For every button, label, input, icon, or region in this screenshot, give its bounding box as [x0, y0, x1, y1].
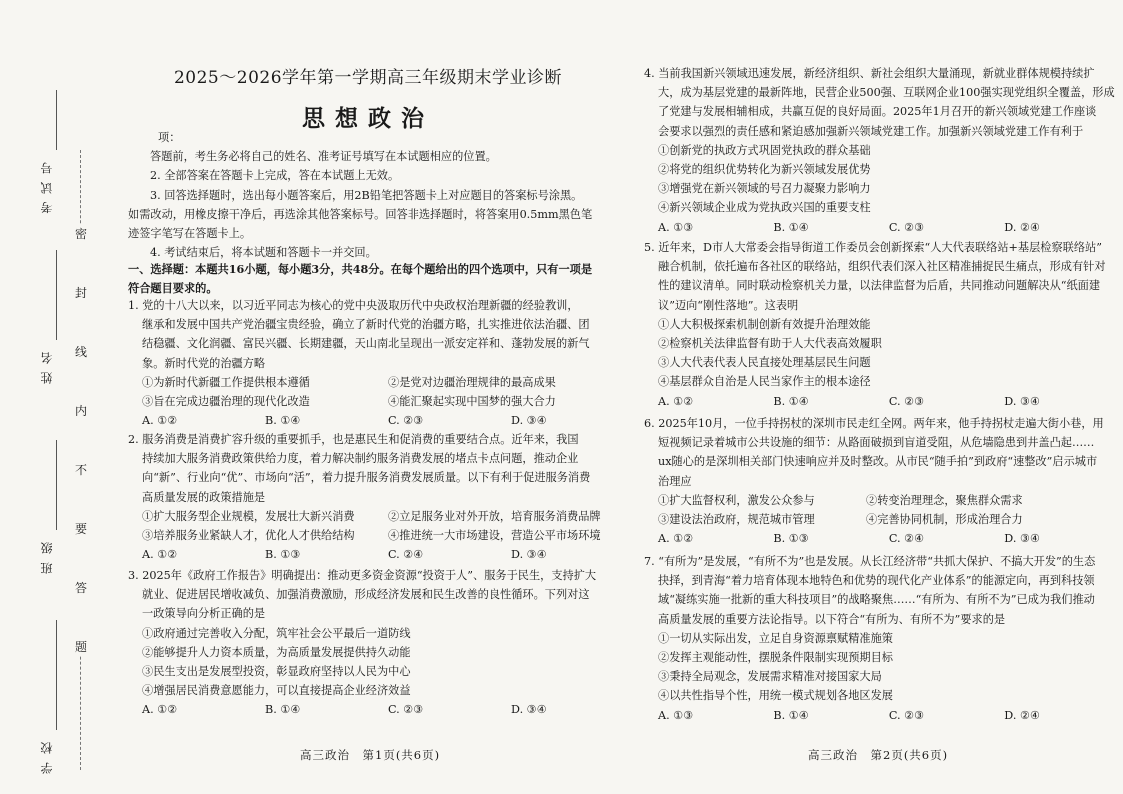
question-stem: 治理应	[658, 474, 692, 488]
choice-item: ①扩大监督权利，激发公众参与	[658, 493, 815, 507]
option-d[interactable]: D. ③④	[1004, 394, 1041, 408]
choice-item: ③秉持全局观念，发展需求精准对接国家大局	[658, 670, 882, 684]
choice-item: ②立足服务业对外开放，培育服务消费品牌	[388, 509, 601, 523]
choice-item: ④能汇聚起实现中国梦的强大合力	[388, 395, 556, 409]
option-c[interactable]: C. ②③	[888, 394, 925, 408]
option-d[interactable]: D. ②④	[1004, 220, 1041, 234]
answer-options	[644, 392, 1040, 411]
question-5	[644, 238, 1106, 411]
choice-item: ④新兴领域企业成为党执政兴国的重要支柱	[658, 201, 871, 215]
question-stem: 就业、促进居民增收减负、加强消费激励，形成经济发展和民生改善的良性循环。下列对这	[142, 588, 590, 602]
page-footer-right: 高三政治 第2页(共6页)	[808, 748, 949, 762]
answer-options	[128, 411, 608, 430]
note-line: 如需改动，用橡皮擦干净后，再选涂其他答案标号。回答非选择题时，将答案用0.5mm黑色笔	[128, 207, 593, 221]
choice-item: ①创新党的执政方式巩固党执政的群众基础	[658, 143, 871, 157]
question-stem: 向“新”、行业向“优”、市场向“活”，着力提升服务消费发展质量。以下有利于促进服务消费	[142, 471, 591, 485]
choice-item: ④完善协同机制，形成治理合力	[866, 513, 1023, 527]
school-label: 学 校	[40, 740, 54, 774]
option-a[interactable]: A. ①③	[658, 220, 694, 234]
school-line	[56, 620, 57, 730]
choice-row	[128, 392, 608, 411]
option-a[interactable]: A. ①②	[142, 703, 178, 717]
question-stem: 4. 当前我国新兴领域迅速发展，新经济组织、新社会组织大量涌现，新就业群体规模持续扩	[644, 67, 1095, 80]
option-b[interactable]: B. ①③	[773, 532, 809, 546]
choice-item: ④以共性指导个性，用统一模式规划各地区发展	[658, 689, 893, 703]
answer-options	[128, 545, 608, 564]
question-stem: 高质量发展的政策措施是	[142, 490, 266, 504]
choice-item: ④基层群众自治是人民当家作主的根本途径	[658, 375, 871, 389]
page-footer-left: 高三政治 第1页(共6页)	[300, 748, 441, 762]
seal-char: 密	[74, 227, 87, 241]
option-c[interactable]: C. ②④	[388, 548, 424, 562]
question-stem: 一政策导向分析正确的是	[142, 607, 266, 621]
exam-number-line	[56, 90, 57, 150]
option-a[interactable]: A. ①③	[658, 708, 694, 722]
option-d[interactable]: D. ③④	[511, 414, 547, 428]
choice-row	[644, 491, 1040, 510]
option-a[interactable]: A. ①②	[658, 394, 694, 408]
option-d[interactable]: D. ③④	[1004, 532, 1041, 546]
choice-row	[128, 526, 608, 545]
choice-item: ③人大代表代表人民直接处理基层民生问题	[658, 356, 871, 370]
choice-item: ②将党的组织优势转化为新兴领域发展优势	[658, 163, 871, 177]
choice-item: ①扩大服务型企业规模，发展壮大新兴消费	[142, 509, 355, 523]
question-stem: 短视频记录着城市公共设施的细节：从路面破损到盲道受阻，从危墙隐患到井盖凸起……	[658, 436, 1095, 450]
question-7	[644, 552, 1096, 725]
choice-item: ②检察机关法律监督有助于人大代表高效履职	[658, 337, 882, 351]
choice-item: ③建设法治政府，规范城市管理	[658, 513, 815, 527]
question-stem: 1. 党的十八大以来，以习近平同志为核心的党中央汲取历代中央政权治理新疆的经验教训，	[128, 299, 579, 312]
question-3	[128, 566, 608, 720]
option-c[interactable]: C. ②③	[888, 220, 925, 234]
choice-item: ②能够提升人力资本质量，为高质量发展提供持久动能	[142, 645, 411, 659]
choice-item: ③增强党在新兴领域的号召力凝聚力影响力	[658, 182, 871, 196]
choice-item: ②转变治理理念，聚焦群众需求	[866, 493, 1023, 507]
section-heading	[128, 260, 608, 298]
class-label: 班 级	[40, 540, 54, 574]
answer-options	[644, 218, 1040, 237]
choice-item: ③旨在完成边疆治理的现代化改造	[142, 395, 310, 409]
option-c[interactable]: C. ②③	[888, 708, 925, 722]
option-d[interactable]: D. ②④	[1004, 708, 1041, 722]
choice-item: ③民生支出是发展型投资，彰显政府坚持以人民为中心	[142, 665, 411, 679]
name-label: 姓 名	[40, 350, 54, 384]
answer-options	[644, 706, 1040, 725]
option-b[interactable]: B. ①④	[265, 414, 301, 428]
option-c[interactable]: C. ②③	[388, 414, 424, 428]
answer-options	[644, 529, 1040, 548]
question-stem: 2. 服务消费是消费扩容升级的重要抓手，也是惠民生和促消费的重要结合点。近年来，我国	[128, 433, 579, 446]
seal-char: 不	[74, 463, 87, 477]
choice-row	[128, 373, 608, 392]
choice-row	[644, 510, 1040, 529]
option-b[interactable]: B. ①④	[773, 708, 809, 722]
exam-title: 2025～2026学年第一学期高三年级期末学业诊断	[173, 68, 563, 88]
subject-title: 思想政治	[302, 106, 434, 132]
question-stem: 结稳疆、文化润疆、富民兴疆、长期建疆，天山南北呈现出一派安定祥和、蓬勃发展的新气	[142, 337, 590, 351]
option-c[interactable]: C. ②③	[388, 703, 424, 717]
question-stem: 大，成为基层党建的最新阵地，民营企业500强、互联网企业100强实现党组织全覆盖，形成	[658, 86, 1115, 100]
option-a[interactable]: A. ①②	[658, 532, 694, 546]
question-stem: 了党建与发展相辅相成，共赢互促的良好局面。2025年1月召开的新兴领域党建工作座谈	[658, 105, 1097, 119]
choice-item: ①为新时代新疆工作提供根本遵循	[142, 375, 310, 389]
question-stem: ux随心的是深圳相关部门快速响应并及时整改。从市民“随手拍”到政府“速整改”启示城市	[658, 455, 1098, 469]
seal-char: 线	[74, 345, 87, 359]
exam-number-label: 考 试 号	[40, 160, 54, 214]
question-stem: 继承和发展中国共产党治疆宝贵经验，确立了新时代党的治疆方略，扎实推进依法治疆、团	[142, 318, 590, 332]
option-c[interactable]: C. ②④	[888, 532, 925, 546]
choice-item: ④推进统一大市场建设，营造公平市场环境	[388, 529, 601, 543]
question-stem: 6. 2025年10月，一位手持拐杖的深圳市民走红全网。两年来，他手持拐杖走遍大街小巷，用	[644, 417, 1104, 430]
seal-warning	[74, 225, 88, 655]
note-line: 迹签字笔写在答题卡上。	[128, 227, 252, 241]
question-stem: 高质量发展的重要方法论指导。以下符合“有所为、有所不为”要求的是	[658, 612, 1006, 626]
question-1	[128, 296, 608, 430]
option-d[interactable]: D. ③④	[511, 548, 547, 562]
option-b[interactable]: B. ①③	[265, 548, 301, 562]
seal-char: 内	[74, 404, 87, 418]
choice-item: ①政府通过完善收入分配，筑牢社会公平最后一道防线	[142, 626, 411, 640]
choice-item: ④增强居民消费意愿能力，可以直接提高企业经济效益	[142, 684, 411, 698]
option-d[interactable]: D. ③④	[511, 703, 547, 717]
note-line: 答题前，考生务必将自己的姓名、准考证号填写在本试题相应的位置。	[150, 150, 497, 164]
option-b[interactable]: B. ①④	[773, 394, 809, 408]
question-stem: 象。新时代党的治疆方略	[142, 356, 266, 370]
question-4	[644, 64, 1115, 237]
question-stem: 会要求以强烈的责任感和紧迫感加强新兴领域党建工作。加强新兴领域党建工作有利于	[658, 124, 1084, 138]
choice-row	[128, 507, 608, 526]
question-stem: 7. “有所为”是发展，“有所不为”也是发展。从长江经济带“共抓大保护、不搞大开发”的生态	[644, 555, 1096, 568]
note-line: 3. 回答选择题时，选出每小题答案后，用2B铅笔把答题卡上对应题目的答案标号涂黑。	[150, 188, 583, 202]
seal-char: 封	[74, 286, 87, 300]
seal-char: 答	[74, 581, 87, 595]
question-stem: 3. 2025年《政府工作报告》明确提出：推动更多资金资源“投资于人”、服务于民生，支持扩大	[128, 569, 597, 582]
section-line: 一、选择题：本题共16小题，每小题3分，共48分。在每个题给出的四个选项中，只有一项是	[128, 262, 593, 276]
question-stem: 抉择，到青海“着力培育体现本地特色和优势的现代化产业体系”的能源定向，再到科技领	[658, 574, 1095, 588]
question-stem: 持续加大服务消费政策供给力度，着力解决制约服务消费发展的堵点卡点问题，推动企业	[142, 452, 579, 466]
question-stem: 议”迈向“刚性落地”。这表明	[658, 298, 799, 312]
section-line: 符合题目要求的。	[128, 281, 218, 296]
question-stem: 融合机制，依托遍布各社区的联络站，组织代表们深入社区精准捕捉民生痛点，形成有针对	[658, 260, 1106, 274]
question-stem: 性的建议清单。同时联动检察机关力量，以法律监督为后盾，共同推动问题解决从“纸面建	[658, 279, 1101, 293]
question-stem: 域“凝练实施一批新的重大科技项目”的战略聚焦……“有所为、有所不为”已成为我们推动	[658, 593, 1095, 607]
notes	[128, 128, 608, 262]
choice-item: ①人大积极探索机制创新有效提升治理效能	[658, 317, 871, 331]
seal-char: 要	[74, 522, 87, 536]
choice-item: ①一切从实际出发，立足自身资源禀赋精准施策	[658, 631, 893, 645]
option-a[interactable]: A. ①②	[142, 548, 178, 562]
note-line: 2. 全部答案在答题卡上完成，答在本试题上无效。	[150, 169, 400, 183]
choice-item: ②发挥主观能动性，摆脱条件限制实现预期目标	[658, 651, 893, 665]
name-line	[56, 250, 57, 340]
option-a[interactable]: A. ①②	[142, 414, 178, 428]
option-b[interactable]: B. ①④	[773, 220, 809, 234]
question-stem: 5. 近年来，D市人大常委会指导街道工作委员会创新探索“人大代表联络站+基层检察联络站”	[644, 241, 1102, 254]
choice-item: ③培养服务业紧缺人才，优化人才供给结构	[142, 529, 355, 543]
notes-label: 项：	[158, 131, 181, 144]
class-line	[56, 440, 57, 530]
binding-strip	[0, 0, 98, 794]
note-line: 4. 考试结束后，将本试题和答题卡一并交回。	[150, 246, 377, 260]
question-6	[644, 414, 1104, 548]
seal-char: 题	[74, 640, 87, 654]
answer-options	[128, 700, 608, 719]
choice-item: ②是党对边疆治理规律的最高成果	[388, 375, 556, 389]
option-b[interactable]: B. ①④	[265, 703, 301, 717]
question-2	[128, 430, 608, 564]
